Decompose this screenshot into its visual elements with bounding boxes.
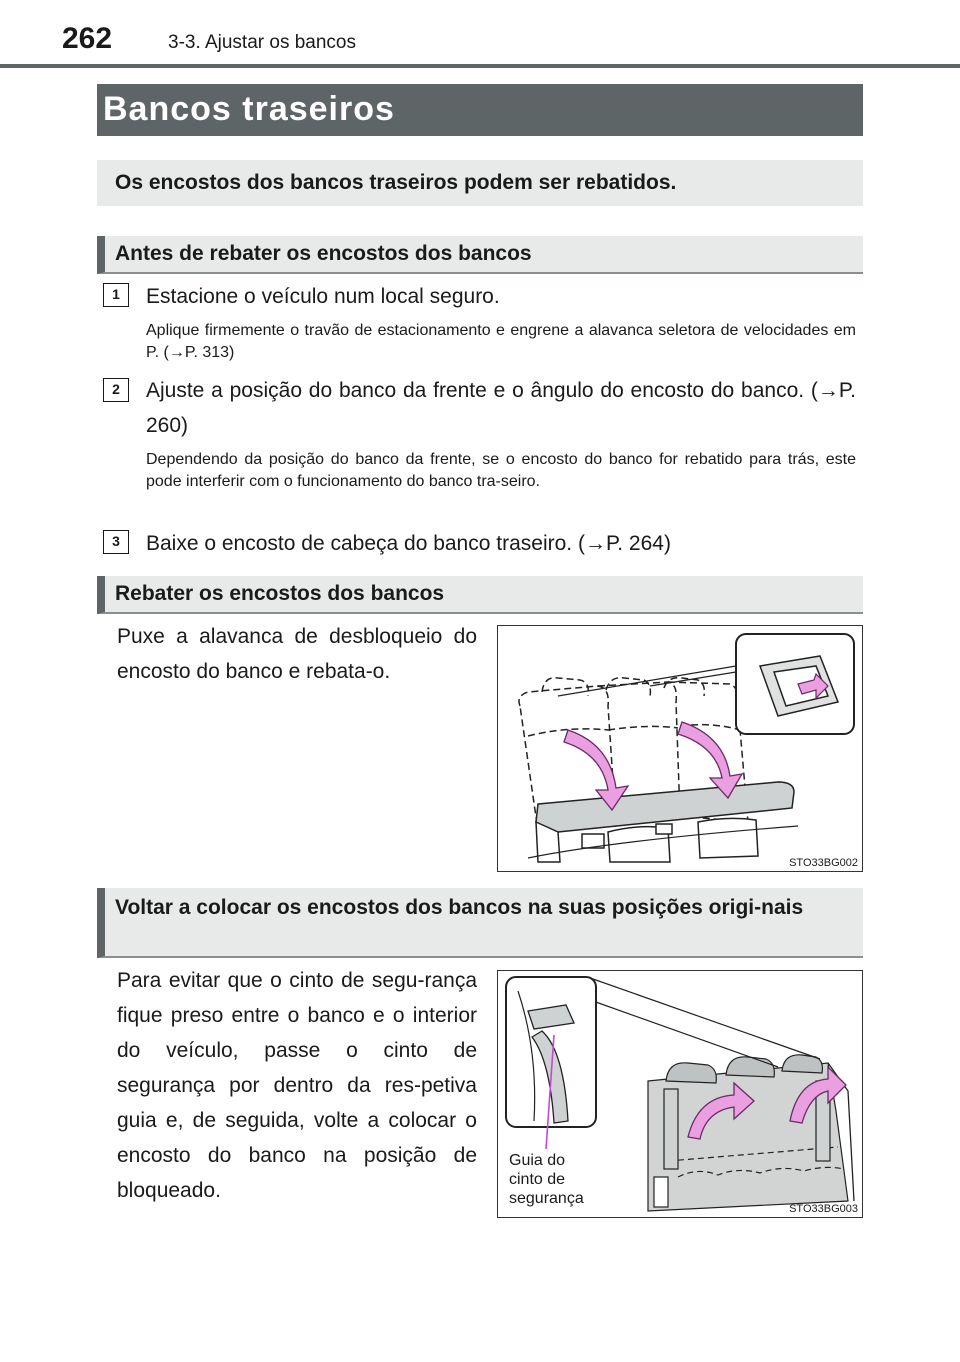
callout-line-2: cinto de bbox=[509, 1171, 566, 1188]
step-detail-2: Dependendo da posição do banco da frente, se o encosto do banco for rebatido para trás, este pode interferir com o funcionamento do banco tra-seiro. bbox=[146, 451, 856, 490]
step-detail-1: Aplique firmemente o travão de estacionamento e engrene a alavanca seletora de velocidades em P. (→P. 313) bbox=[146, 322, 856, 361]
chapter-title: 3-3. Ajustar os bancos bbox=[168, 32, 356, 53]
restore-instructions: Para evitar que o cinto de segu-rança fique preso entre o banco e o interior do veículo, passe o cinto de segurança por dentro da res-petiva guia e, de seguida, volte a colocar o encosto do banco na posição de bloqueado. bbox=[117, 969, 477, 1202]
step-title-3: Baixe o encosto de cabeça do banco traseiro. (→P. 264) bbox=[146, 532, 671, 555]
step-title-1: Estacione o veículo num local seguro. bbox=[146, 285, 500, 308]
step-number-2: 2 bbox=[103, 378, 129, 402]
page-title: Bancos traseiros bbox=[97, 84, 863, 136]
callout-line-1: Guia do bbox=[509, 1152, 566, 1169]
fold-seatbacks-illustration bbox=[498, 626, 861, 870]
callout-line-3: segurança bbox=[509, 1190, 584, 1207]
section-heading-restore-seatbacks: Voltar a colocar os encostos dos bancos na suas posições origi-nais bbox=[97, 888, 863, 958]
fold-instructions: Puxe a alavanca de desbloqueio do encosto do banco e rebata-o. bbox=[117, 625, 477, 683]
step-title-2: Ajuste a posição do banco da frente e o ângulo do encosto do banco. (→P. 260) bbox=[146, 379, 856, 437]
summary-box: Os encostos dos bancos traseiros podem ser rebatidos. bbox=[97, 160, 863, 206]
figure-code-1: STO33BG002 bbox=[789, 857, 858, 869]
header-rule bbox=[0, 64, 960, 68]
figure-fold-seatbacks bbox=[497, 625, 863, 872]
step-number-3: 3 bbox=[103, 530, 129, 554]
figure-restore-seatbacks bbox=[497, 970, 863, 1218]
figure-code-2: STO33BG003 bbox=[789, 1203, 858, 1215]
section-heading-before-folding: Antes de rebater os encostos dos bancos bbox=[97, 236, 863, 274]
section-heading-fold-seatbacks: Rebater os encostos dos bancos bbox=[97, 576, 863, 614]
step-number-1: 1 bbox=[103, 283, 129, 307]
seatbelt-guide-callout bbox=[509, 1151, 584, 1208]
page-number: 262 bbox=[62, 22, 113, 55]
